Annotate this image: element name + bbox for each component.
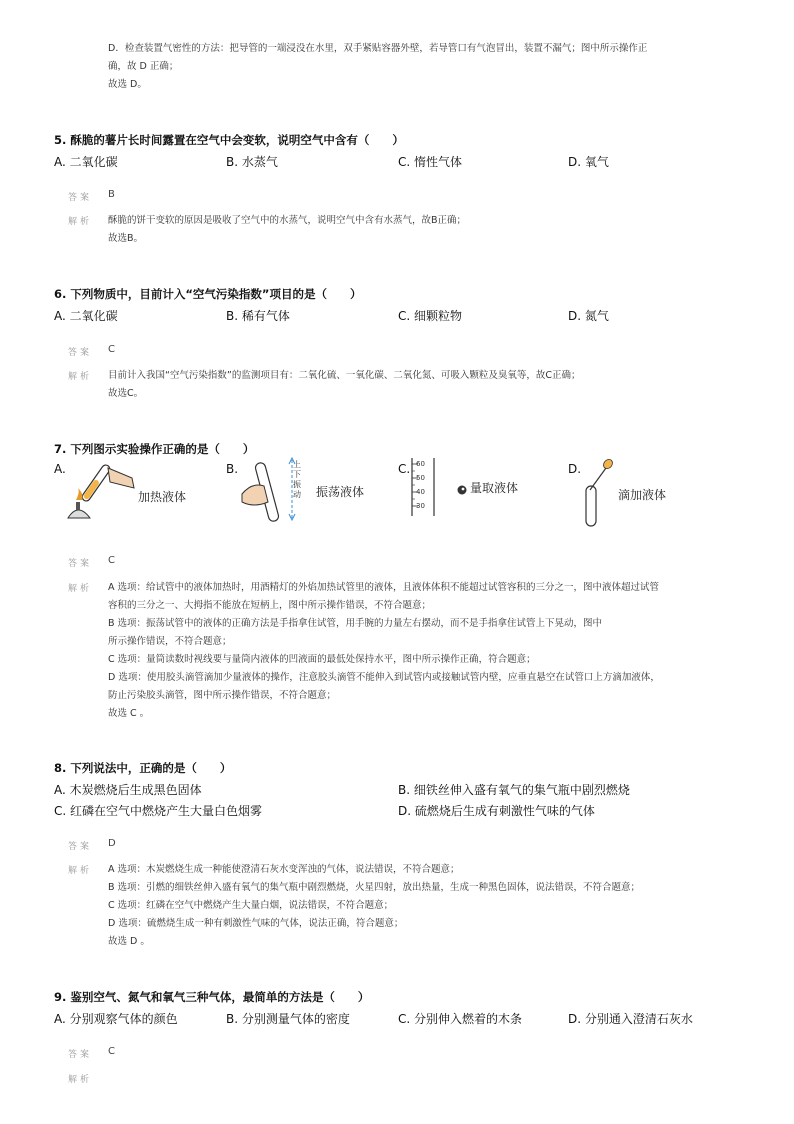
q7-option-a[interactable]: A.	[54, 462, 66, 476]
q9-answer: C	[108, 1046, 115, 1057]
hand-icon	[242, 485, 268, 505]
q8-answer-label: 答案	[68, 842, 93, 852]
q9-analysis-label: 解析	[68, 1075, 93, 1085]
q7-answer: C	[108, 555, 115, 566]
q9-answer-label: 答案	[68, 1050, 93, 1060]
q5-option-b[interactable]: B. 水蒸气	[226, 155, 278, 169]
q7-analysis-line: 所示操作错误，不符合题意；	[108, 636, 232, 647]
test-tube	[586, 486, 596, 526]
q7-analysis-line: D 选项：使用胶头滴管滴加少量液体的操作，注意胶头滴管不能伸入到试管内或接触试管内壁，应垂直悬空在试管口上方滴加液体，	[108, 672, 660, 683]
q8-answer: D	[108, 838, 116, 849]
q5-option-c[interactable]: C. 惰性气体	[398, 155, 463, 169]
q6-option-b[interactable]: B. 稀有气体	[226, 309, 290, 323]
shaking-liquid-figure	[234, 456, 314, 530]
q7-analysis-line: 故选 C 。	[108, 708, 150, 719]
q7-title: 7. 下列图示实验操作正确的是（ ）	[54, 442, 255, 456]
q7-figure-label-a: 加热液体	[138, 490, 187, 504]
q7-analysis-line: B 选项：振荡试管中的液体的正确方法是手指拿住试管，用手腕的力量左右摆动，而不是手指拿住试管上下晃动，图中	[108, 618, 603, 629]
q7-analysis-line: C 选项：量筒读数时视线要与量筒内液体的凹液面的最低处保持水平，图中所示操作正确，符合题意；	[108, 654, 536, 665]
q6-analysis-label: 解析	[68, 372, 93, 382]
q7-answer-label: 答案	[68, 559, 93, 569]
q4-analysis-d-line1: D．检查装置气密性的方法：把导管的一端浸没在水里，双手紧贴容器外壁，若导管口有气泡冒出，装置不漏气；图中所示操作正	[108, 43, 648, 54]
tick-label: 40	[416, 488, 425, 496]
q8-option-c[interactable]: C. 红磷在空气中燃烧产生大量白色烟雾	[54, 804, 263, 818]
q5-answer: B	[108, 189, 115, 200]
q7-option-d[interactable]: D.	[568, 462, 582, 476]
q9-title: 9. 鉴别空气、氮气和氧气三种气体，最简单的方法是（ ）	[54, 990, 370, 1004]
q6-answer: C	[108, 344, 115, 355]
dropper-bulb-icon	[602, 458, 615, 471]
q8-option-b[interactable]: B. 细铁丝伸入盛有氧气的集气瓶中剧烈燃烧	[398, 783, 630, 797]
q6-option-d[interactable]: D. 氮气	[568, 309, 609, 323]
q8-analysis-line: A 选项：木炭燃烧生成一种能使澄清石灰水变浑浊的气体，说法错误，不符合题意；	[108, 864, 460, 875]
q7-analysis-line: 容积的三分之一、大拇指不能放在短柄上，图中所示操作错误，不符合题意；	[108, 600, 432, 611]
q7-figure-label-b: 振荡液体	[316, 485, 365, 499]
alcohol-lamp-icon	[68, 510, 90, 518]
q6-option-a[interactable]: A. 二氧化碳	[54, 309, 118, 323]
eye-icon	[456, 484, 468, 496]
q8-analysis-line: C 选项：红磷在空气中燃烧产生大量白烟，说法错误，不符合题意；	[108, 900, 394, 911]
tick-label: 50	[416, 474, 425, 482]
q9-option-d[interactable]: D. 分别通入澄清石灰水	[568, 1012, 693, 1026]
q5-title: 5. 酥脆的薯片长时间露置在空气中会变软，说明空气中含有（ ）	[54, 133, 404, 147]
q7-option-c[interactable]: C.	[398, 462, 411, 476]
q7-option-b[interactable]: B.	[226, 462, 239, 476]
q6-answer-label: 答案	[68, 348, 93, 358]
q5-analysis-line: 故选B。	[108, 233, 144, 244]
q8-option-d[interactable]: D. 硫燃烧后生成有刺激性气味的气体	[398, 804, 595, 818]
q9-option-c[interactable]: C. 分别伸入燃着的木条	[398, 1012, 523, 1026]
q5-analysis-line: 酥脆的饼干变软的原因是吸收了空气中的水蒸气，说明空气中含有水蒸气，故B正确；	[108, 215, 467, 226]
q6-analysis-line: 目前计入我国“空气污染指数”的监测项目有：二氧化硫、一氧化碳、二氧化氮、可吸入颗粒及臭氧等，故C正确；	[108, 370, 581, 381]
q7-figure-label-c: 量取液体	[470, 481, 519, 495]
dropper-tube	[590, 468, 606, 490]
q4-analysis-d-line2: 确，故 D 正确；	[108, 61, 179, 72]
q7-figure-label-d: 滴加液体	[618, 488, 667, 502]
q8-title: 8. 下列说法中，正确的是（ ）	[54, 761, 232, 775]
q8-analysis-line: D 选项：硫燃烧生成一种有刺激性气味的气体，说法正确，符合题意；	[108, 918, 404, 929]
q7-analysis-line: A 选项：给试管中的液体加热时，用酒精灯的外焰加热试管里的液体，且液体体积不能超过试管容积的三分之一，图中液体超过试管	[108, 582, 660, 593]
q6-option-c[interactable]: C. 细颗粒物	[398, 309, 463, 323]
q8-analysis-line: B 选项：引燃的细铁丝伸入盛有氧气的集气瓶中剧烈燃烧，火星四射，放出热量，生成一种黑色固体，说法错误，不符合题意；	[108, 882, 641, 893]
shake-direction-text: 上 下 振 动	[293, 460, 301, 499]
q5-analysis-label: 解析	[68, 217, 93, 227]
q6-title: 6. 下列物质中，目前计入“空气污染指数”项目的是（ ）	[54, 287, 362, 301]
q8-analysis-line: 故选 D 。	[108, 936, 150, 947]
q8-analysis-label: 解析	[68, 866, 93, 876]
heating-liquid-figure	[62, 458, 142, 530]
q7-analysis-line: 防止污染胶头滴管，图中所示操作错误，不符合题意；	[108, 690, 337, 701]
q9-option-a[interactable]: A. 分别观察气体的颜色	[54, 1012, 178, 1026]
flame-icon	[76, 488, 83, 500]
q5-option-a[interactable]: A. 二氧化碳	[54, 155, 118, 169]
q9-option-b[interactable]: B. 分别测量气体的密度	[226, 1012, 350, 1026]
q5-option-d[interactable]: D. 氧气	[568, 155, 609, 169]
q7-analysis-label: 解析	[68, 584, 93, 594]
tick-label: 60	[416, 460, 425, 468]
hand-icon	[108, 468, 134, 488]
q5-answer-label: 答案	[68, 193, 93, 203]
tick-label: 30	[416, 502, 425, 510]
q8-option-a[interactable]: A. 木炭燃烧后生成黑色固体	[54, 783, 202, 797]
q4-conclusion: 故选 D。	[108, 79, 147, 90]
dropper-figure	[576, 456, 616, 530]
q6-analysis-line: 故选C。	[108, 388, 144, 399]
